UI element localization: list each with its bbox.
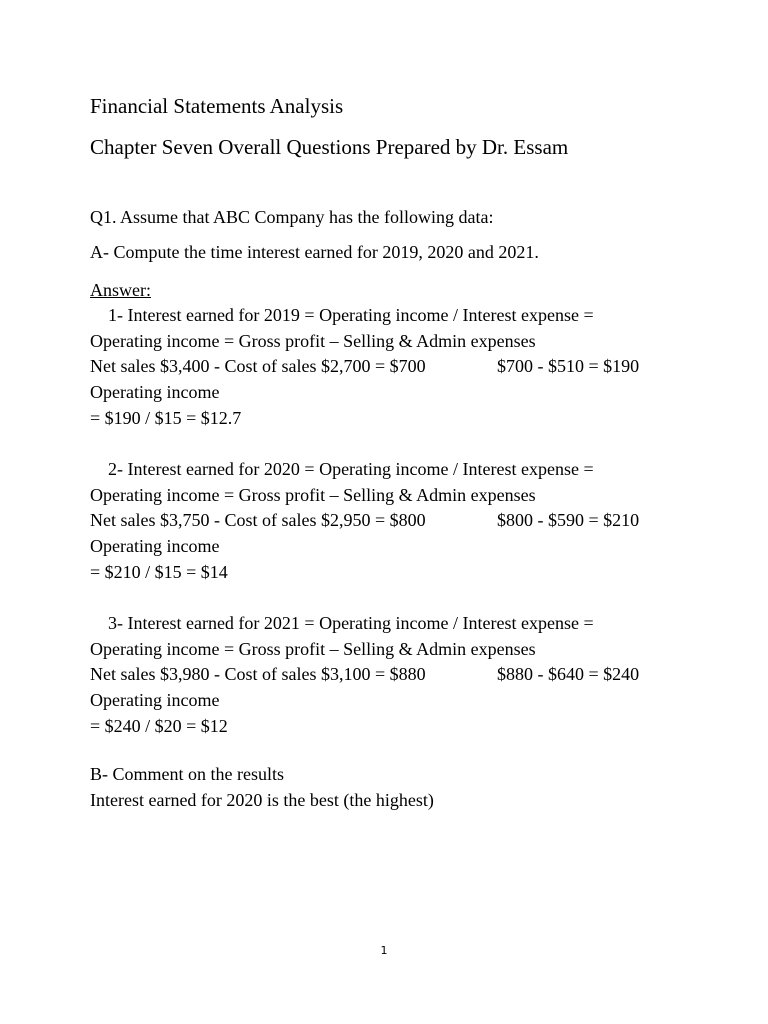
answer-heading: 1- Interest earned for 2019 = Operating income / Interest expense = [108, 305, 594, 325]
answer-label: Answer: [90, 280, 151, 300]
operating-income-calculation: $800 - $590 = $210 [497, 510, 640, 530]
page-number: 1 [380, 944, 388, 957]
answer-calculation-row [90, 509, 660, 531]
answer-formula: Operating income = Gross profit – Selling & Admin expenses [90, 639, 536, 659]
operating-income-calculation: $700 - $510 = $190 [497, 356, 640, 376]
answer-result: = $190 / $15 = $12.7 [90, 408, 242, 428]
operating-income-label: Operating income [90, 690, 220, 710]
operating-income-label: Operating income [90, 382, 220, 402]
answer-result: = $210 / $15 = $14 [90, 562, 228, 582]
answer-heading: 3- Interest earned for 2021 = Operating income / Interest expense = [108, 613, 594, 633]
gross-profit-calculation: Net sales $3,400 - Cost of sales $2,700 = $700 [90, 356, 426, 376]
question-intro: Q1. Assume that ABC Company has the following data: [90, 207, 494, 227]
operating-income-calculation: $880 - $640 = $240 [497, 664, 640, 684]
question-part-a: A- Compute the time interest earned for 2019, 2020 and 2021. [90, 242, 539, 262]
answer-calculation-row [90, 355, 660, 377]
answer-formula: Operating income = Gross profit – Selling & Admin expenses [90, 331, 536, 351]
answer-result: = $240 / $20 = $12 [90, 716, 228, 736]
part-b-comment: Interest earned for 2020 is the best (the highest) [90, 790, 434, 810]
document-subtitle: Chapter Seven Overall Questions Prepared by Dr. Essam [90, 135, 569, 159]
part-b-heading: B- Comment on the results [90, 764, 284, 784]
operating-income-label: Operating income [90, 536, 220, 556]
gross-profit-calculation: Net sales $3,980 - Cost of sales $3,100 = $880 [90, 664, 426, 684]
document-title: Financial Statements Analysis [90, 94, 344, 118]
answer-calculation-row [90, 663, 660, 685]
answer-heading: 2- Interest earned for 2020 = Operating income / Interest expense = [108, 459, 594, 479]
gross-profit-calculation: Net sales $3,750 - Cost of sales $2,950 = $800 [90, 510, 426, 530]
answer-formula: Operating income = Gross profit – Selling & Admin expenses [90, 485, 536, 505]
